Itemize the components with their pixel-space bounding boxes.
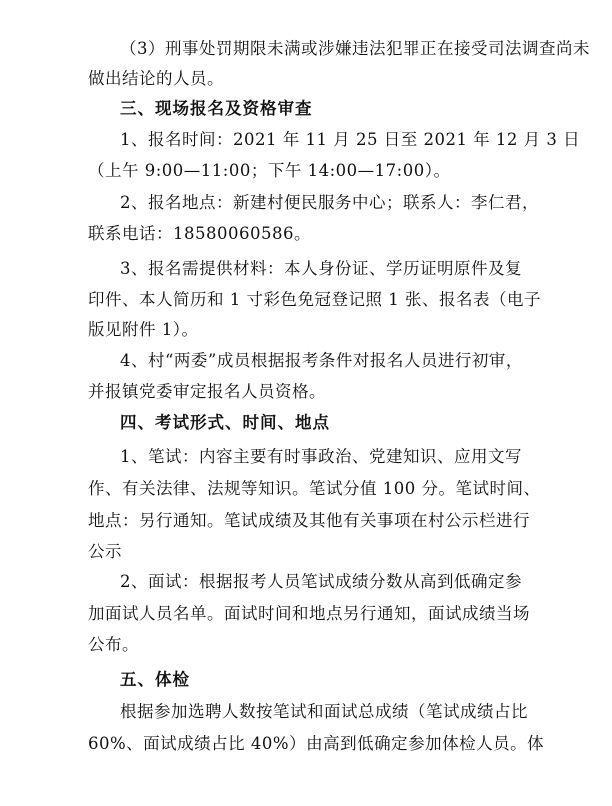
paragraph-line: （上午 9:00—11:00；下午 14:00—17:00）。 xyxy=(88,161,451,180)
paragraph-line: 联系电话：18580060586。 xyxy=(88,224,311,243)
paragraph-line: （3）刑事处罚期限未满或涉嫌违法犯罪正在接受司法调查尚未 xyxy=(120,39,590,58)
paragraph-line: 印件、本人简历和 1 寸彩色免冠登记照 1 张、报名表（电子 xyxy=(88,290,541,309)
paragraph-line: 作、有关法律、法规等知识。笔试分值 100 分。笔试时间、 xyxy=(88,479,541,498)
paragraph-line: 60%、面试成绩占比 40%）由高到低确定参加体检人员。体 xyxy=(88,734,545,753)
section-heading: 五、体检 xyxy=(120,670,190,689)
paragraph-line: 1、笔试：内容主要有时事政治、党建知识、应用文写 xyxy=(120,447,522,466)
paragraph-line: 加面试人员名单。面试时间和地点另行通知，面试成绩当场 xyxy=(88,604,530,623)
paragraph-line: 3、报名需提供材料：本人身份证、学历证明原件及复 xyxy=(120,259,522,278)
paragraph-line: 4、村“两委”成员根据报考条件对报名人员进行初审， xyxy=(120,351,523,370)
paragraph-line: 2、面试：根据报考人员笔试成绩分数从高到低确定参 xyxy=(120,572,522,591)
paragraph-line: 地点：另行通知。笔试成绩及其他有关事项在村公示栏进行 xyxy=(88,511,530,530)
paragraph-line: 公示 xyxy=(88,542,122,561)
paragraph-line: 做出结论的人员。 xyxy=(88,69,224,88)
paragraph-line: 2、报名地点：新建村便民服务中心；联系人：李仁君， xyxy=(120,193,539,212)
section-heading: 四、考试形式、时间、地点 xyxy=(120,413,330,432)
paragraph-line: 公布。 xyxy=(88,635,139,654)
section-heading: 三、现场报名及资格审查 xyxy=(120,99,313,118)
paragraph-line: 版见附件 1）。 xyxy=(88,320,199,339)
paragraph-line: 根据参加选聘人数按笔试和面试总成绩（笔试成绩占比 xyxy=(120,702,528,721)
paragraph-line: 并报镇党委审定报名人员资格。 xyxy=(88,382,326,401)
paragraph-line: 1、报名时间：2021 年 11 月 25 日至 2021 年 12 月 3 日 xyxy=(120,130,581,149)
